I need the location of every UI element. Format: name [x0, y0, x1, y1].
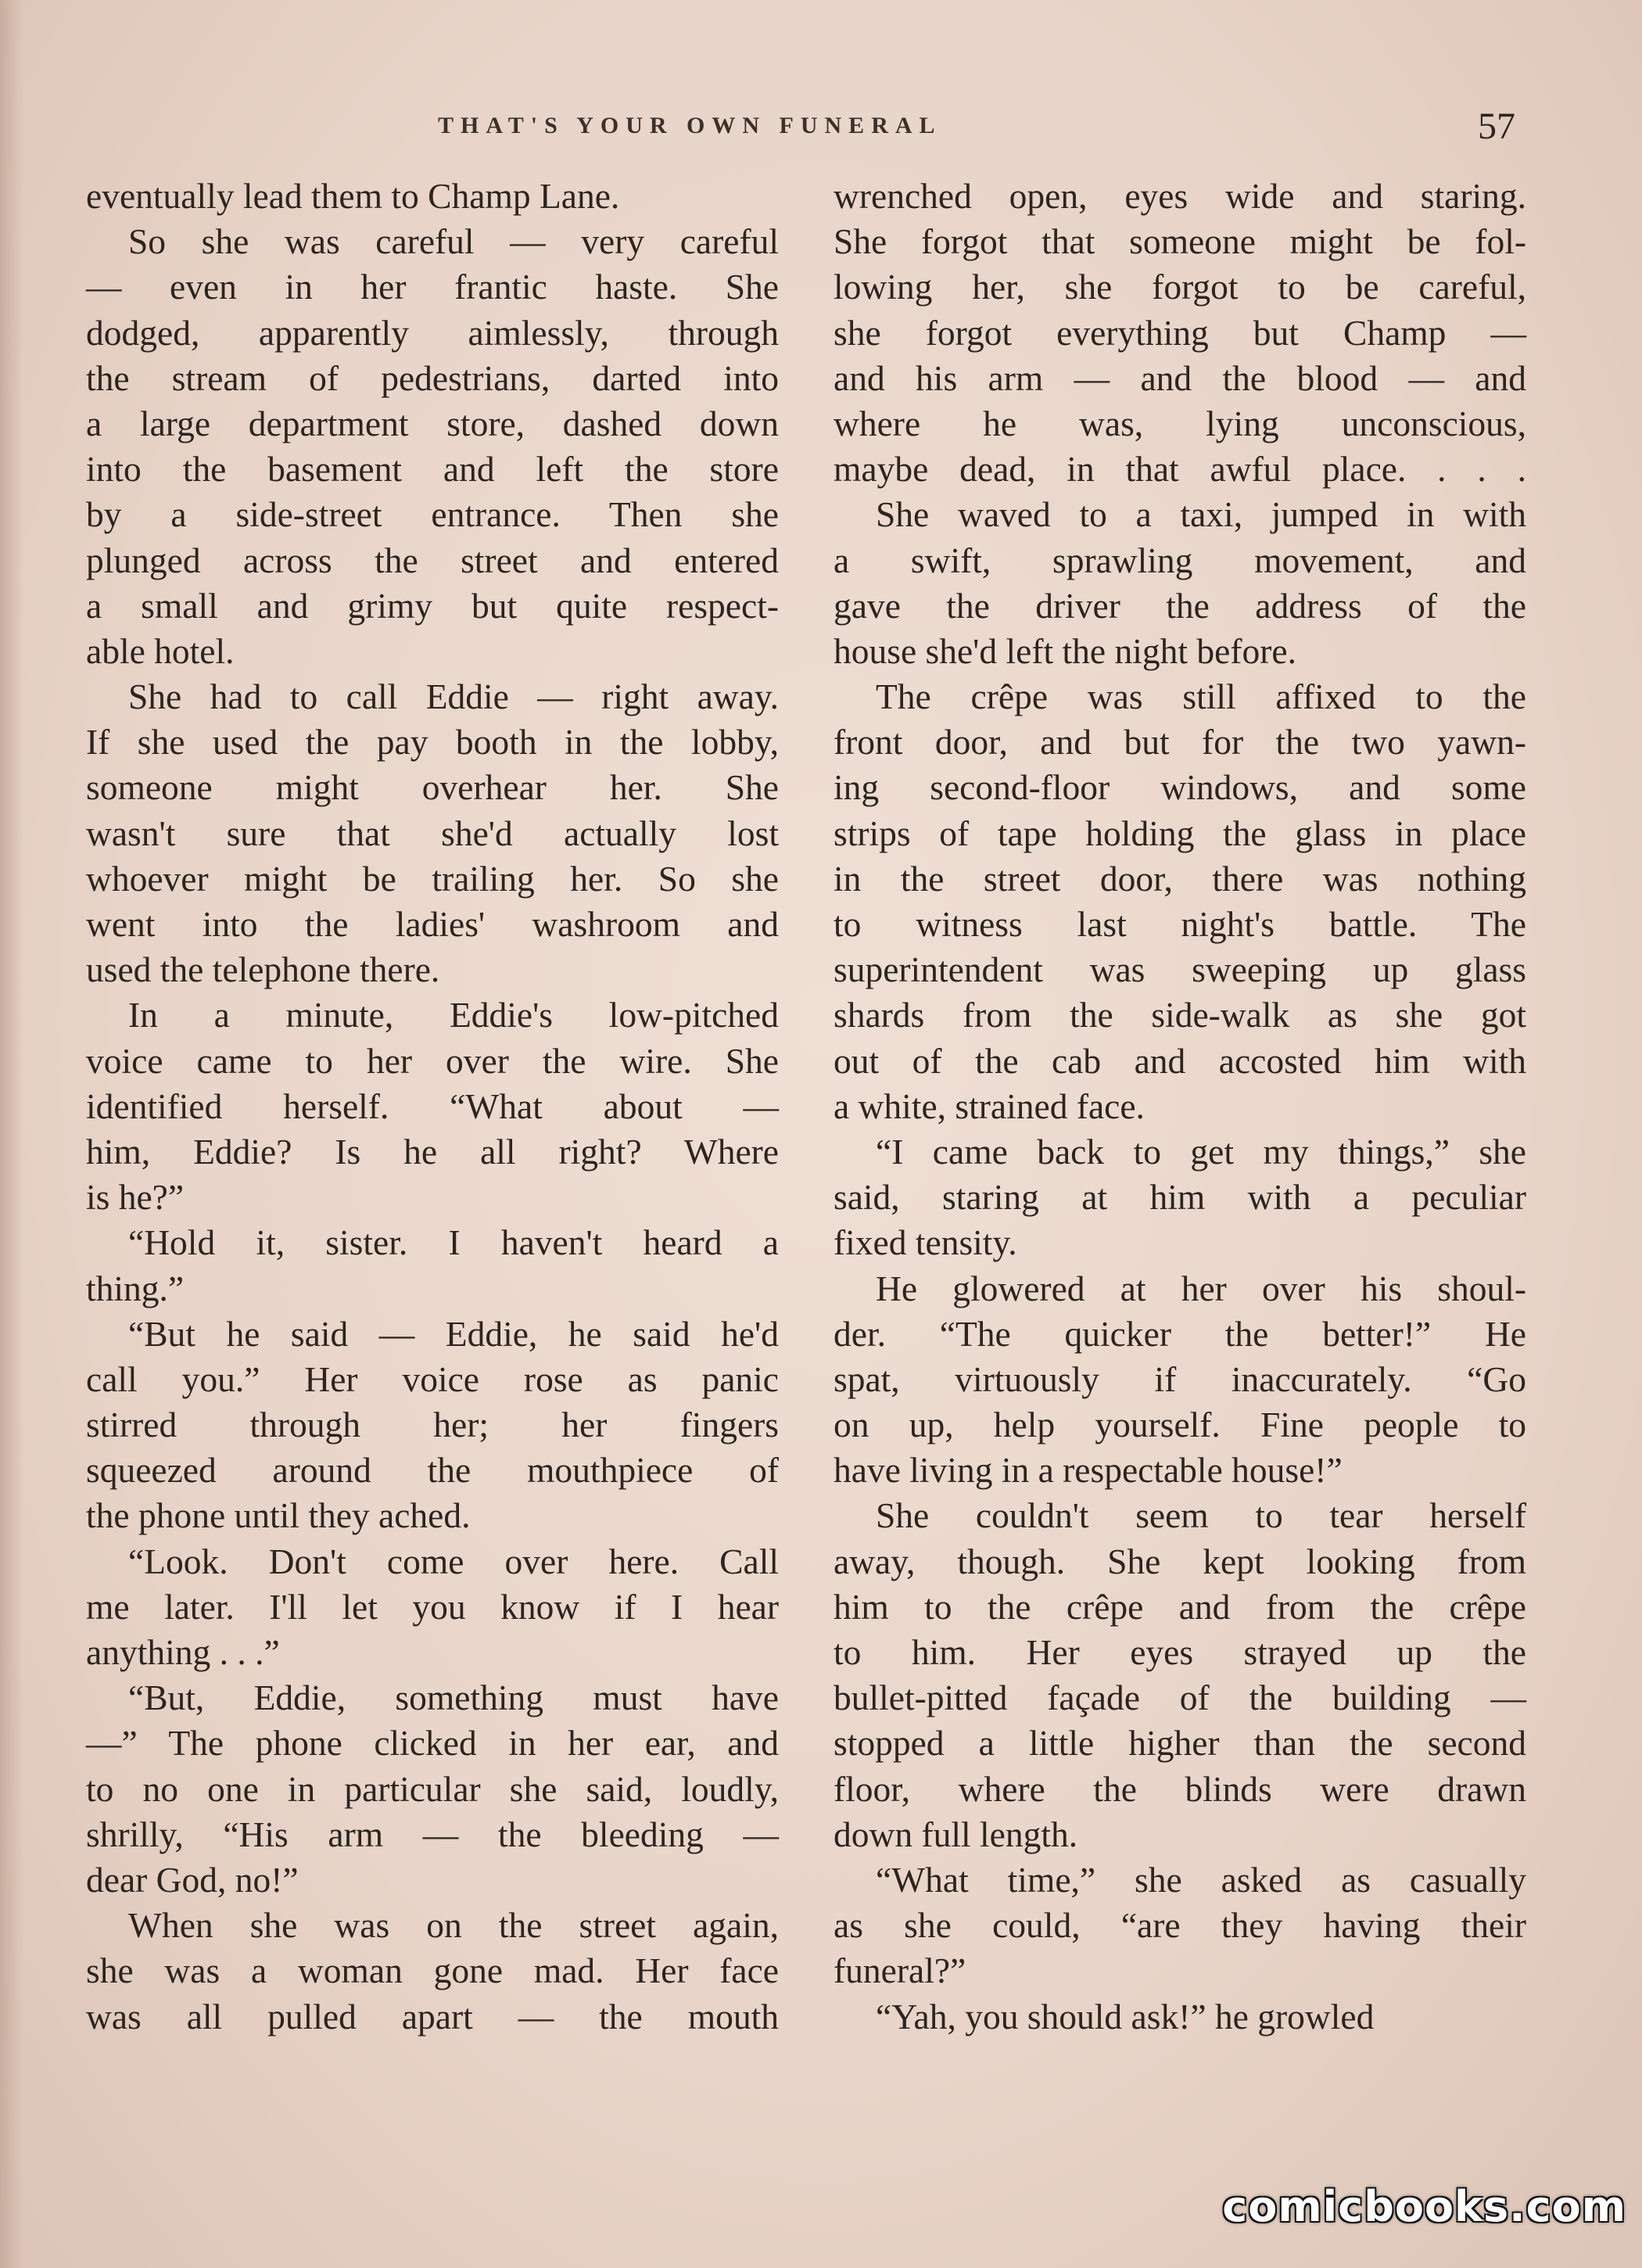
text-line: where he was, lying unconscious,	[834, 403, 1526, 443]
text-line: In a minute, Eddie's low-pitched	[128, 995, 779, 1035]
text-line: floor, where the blinds were drawn	[834, 1768, 1526, 1809]
text-line: fixed tensity.	[834, 1222, 1017, 1263]
text-line: stirred through her; her fingers	[86, 1405, 779, 1445]
text-line: When she was on the street again,	[128, 1905, 779, 1946]
text-line: shards from the side-walk as she got	[834, 995, 1526, 1035]
watermark-logo: comicbooks.com	[1222, 2182, 1626, 2231]
running-title: THAT'S YOUR OWN FUNERAL	[438, 113, 942, 138]
text-line: and his arm — and the blood — and	[834, 357, 1526, 398]
text-line: the stream of pedestrians, darted into	[86, 357, 779, 398]
text-line: She forgot that someone might be fol-	[834, 221, 1526, 262]
text-line: She waved to a taxi, jumped in with	[876, 494, 1526, 535]
text-line: a small and grimy but quite respect-	[86, 585, 779, 626]
text-line: “Look. Don't come over here. Call	[128, 1541, 779, 1581]
text-line: dear God, no!”	[86, 1859, 299, 1900]
text-line: eventually lead them to Champ Lane.	[86, 176, 620, 216]
text-line: ing second-floor windows, and some	[834, 767, 1526, 808]
text-line: He glowered at her over his shoul-	[876, 1268, 1526, 1308]
text-line: me later. I'll let you know if I hear	[86, 1586, 779, 1627]
text-line: to no one in particular she said, loudly,	[86, 1768, 779, 1809]
text-line: “Yah, you should ask!” he growled	[876, 1996, 1375, 2037]
text-line: wrenched open, eyes wide and staring.	[834, 176, 1526, 216]
text-line: — even in her frantic haste. She	[86, 267, 779, 307]
text-line: by a side-street entrance. Then she	[86, 494, 779, 535]
text-line: “I came back to get my things,” she	[876, 1131, 1526, 1172]
text-line: So she was careful — very careful	[128, 221, 779, 262]
right-column	[834, 174, 1526, 2040]
text-line: “Hold it, sister. I haven't heard a	[128, 1222, 779, 1263]
text-line: dodged, apparently aimlessly, through	[86, 312, 779, 353]
text-line: house she'd left the night before.	[834, 630, 1296, 671]
text-line: “But he said — Eddie, he said he'd	[128, 1313, 779, 1354]
text-line: a white, strained face.	[834, 1086, 1145, 1126]
text-line: call you.” Her voice rose as panic	[86, 1358, 779, 1399]
text-line: him to the crêpe and from the crêpe	[834, 1586, 1526, 1627]
left-column	[86, 174, 779, 2040]
text-line: shrilly, “His arm — the bleeding —	[86, 1814, 779, 1854]
text-line: wasn't sure that she'd actually lost	[86, 813, 779, 853]
text-line: on up, help yourself. Fine people to	[834, 1405, 1526, 1445]
text-line: funeral?”	[834, 1950, 966, 1991]
text-line: to him. Her eyes strayed up the	[834, 1632, 1526, 1672]
text-line: bullet-pitted façade of the building —	[834, 1678, 1526, 1718]
page-number: 57	[1478, 106, 1515, 147]
text-line: If she used the pay booth in the lobby,	[86, 722, 779, 763]
text-line: front door, and but for the two yawn-	[834, 722, 1526, 763]
text-line: is he?”	[86, 1177, 185, 1218]
text-line: anything . . .”	[86, 1632, 280, 1672]
text-line: able hotel.	[86, 630, 235, 671]
text-line: to witness last night's battle. The	[834, 904, 1526, 944]
text-line: plunged across the street and entered	[86, 540, 779, 580]
page-header	[0, 106, 1642, 156]
text-line: gave the driver the address of the	[834, 585, 1526, 626]
text-line: in the street door, there was nothing	[834, 858, 1526, 899]
text-line: was all pulled apart — the mouth	[86, 1996, 779, 2037]
text-line: spat, virtuously if inaccurately. “Go	[834, 1358, 1526, 1399]
text-line: she was a woman gone mad. Her face	[86, 1950, 779, 1991]
text-line: used the telephone there.	[86, 949, 440, 990]
text-line: She couldn't seem to tear herself	[876, 1495, 1526, 1536]
text-line: away, though. She kept looking from	[834, 1541, 1526, 1581]
text-line: She had to call Eddie — right away.	[128, 676, 779, 717]
text-line: maybe dead, in that awful place. . . .	[834, 449, 1526, 490]
text-line: lowing her, she forgot to be careful,	[834, 267, 1526, 307]
text-line: a large department store, dashed down	[86, 403, 779, 443]
text-line: thing.”	[86, 1268, 185, 1308]
text-line: said, staring at him with a peculiar	[834, 1177, 1526, 1218]
text-line: —” The phone clicked in her ear, and	[86, 1723, 779, 1764]
text-line: someone might overhear her. She	[86, 767, 779, 808]
text-line: superintendent was sweeping up glass	[834, 949, 1526, 990]
text-line: stopped a little higher than the second	[834, 1723, 1526, 1764]
text-line: went into the ladies' washroom and	[86, 904, 779, 944]
text-line: der. “The quicker the better!” He	[834, 1313, 1526, 1354]
text-line: strips of tape holding the glass in place	[834, 813, 1526, 853]
text-line: identified herself. “What about —	[86, 1086, 779, 1126]
text-line: the phone until they ached.	[86, 1495, 471, 1536]
text-line: as she could, “are they having their	[834, 1905, 1526, 1946]
text-line: “What time,” she asked as casually	[876, 1859, 1526, 1900]
text-line: squeezed around the mouthpiece of	[86, 1450, 779, 1491]
text-line: The crêpe was still affixed to the	[876, 676, 1526, 717]
text-line: down full length.	[834, 1814, 1078, 1854]
text-line: “But, Eddie, something must have	[128, 1678, 779, 1718]
text-line: out of the cab and accosted him with	[834, 1040, 1526, 1081]
gutter-shadow	[0, 0, 23, 2268]
text-line: a swift, sprawling movement, and	[834, 540, 1526, 580]
text-line: whoever might be trailing her. So she	[86, 858, 779, 899]
text-line: have living in a respectable house!”	[834, 1450, 1343, 1491]
text-line: into the basement and left the store	[86, 449, 779, 490]
text-line: she forgot everything but Champ —	[834, 312, 1526, 353]
text-line: voice came to her over the wire. She	[86, 1040, 779, 1081]
text-line: him, Eddie? Is he all right? Where	[86, 1131, 779, 1172]
